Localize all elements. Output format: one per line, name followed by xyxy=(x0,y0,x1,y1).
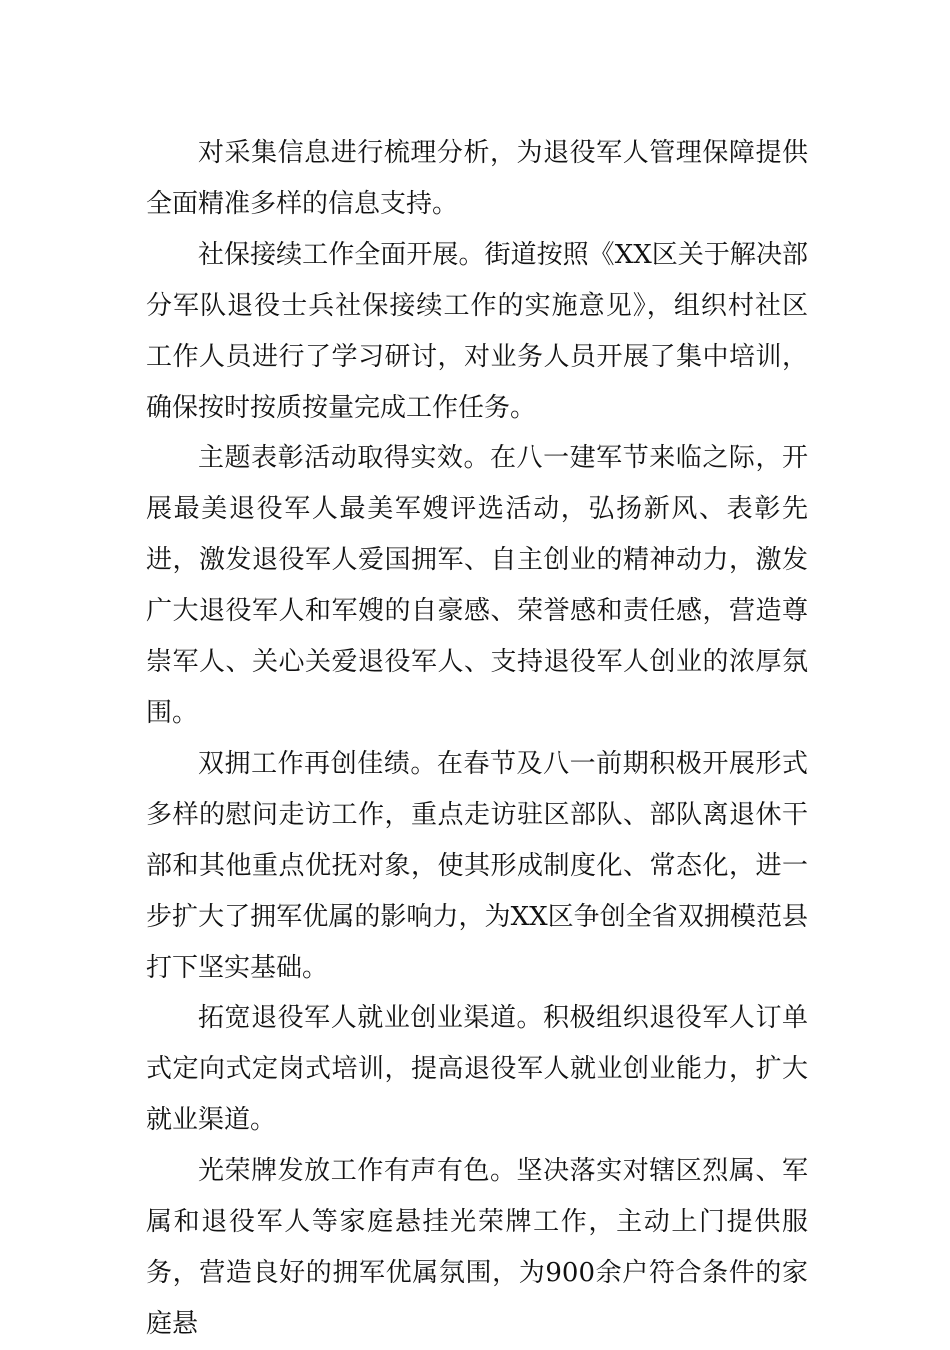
paragraph-social-security: 社保接续工作全面开展。街道按照《XX区关于解决部分军队退役士兵社保接续工作的实施意见》，组织村社区工作人员进行了学习研讨，对业务人员开展了集中培训，确保按时按质按量完成工作任务。 xyxy=(146,239,808,423)
paragraph-commendation: 主题表彰活动取得实效。在八一建军节来临之际，开展最美退役军人最美军嫂评选活动，弘扬新风、表彰先进，激发退役军人爱国拥军、自主创业的精神动力，激发广大退役军人和军嫂的自豪感、荣誉感和责任感，营造尊崇军人、关心关爱退役军人、支持退役军人创业的浓厚氛围。 xyxy=(146,443,808,728)
paragraph-honor-plaque: 光荣牌发放工作有声有色。坚决落实对辖区烈属、军属和退役军人等家庭悬挂光荣牌工作，主动上门提供服务，营造良好的拥军优属氛围，为900余户符合条件的家庭悬 xyxy=(146,1156,808,1339)
document-body xyxy=(146,128,808,1350)
paragraph-double-support: 双拥工作再创佳绩。在春节及八一前期积极开展形式多样的慰问走访工作，重点走访驻区部队、部队离退休干部和其他重点优抚对象，使其形成制度化、常态化，进一步扩大了拥军优属的影响力，为XX区争创全省双拥模范县打下坚实基础。 xyxy=(146,748,808,983)
paragraph-info-analysis: 对采集信息进行梳理分析，为退役军人管理保障提供全面精准多样的信息支持。 xyxy=(146,138,808,219)
paragraph-employment: 拓宽退役军人就业创业渠道。积极组织退役军人订单式定向式定岗式培训，提高退役军人就业创业能力，扩大就业渠道。 xyxy=(146,1003,808,1136)
